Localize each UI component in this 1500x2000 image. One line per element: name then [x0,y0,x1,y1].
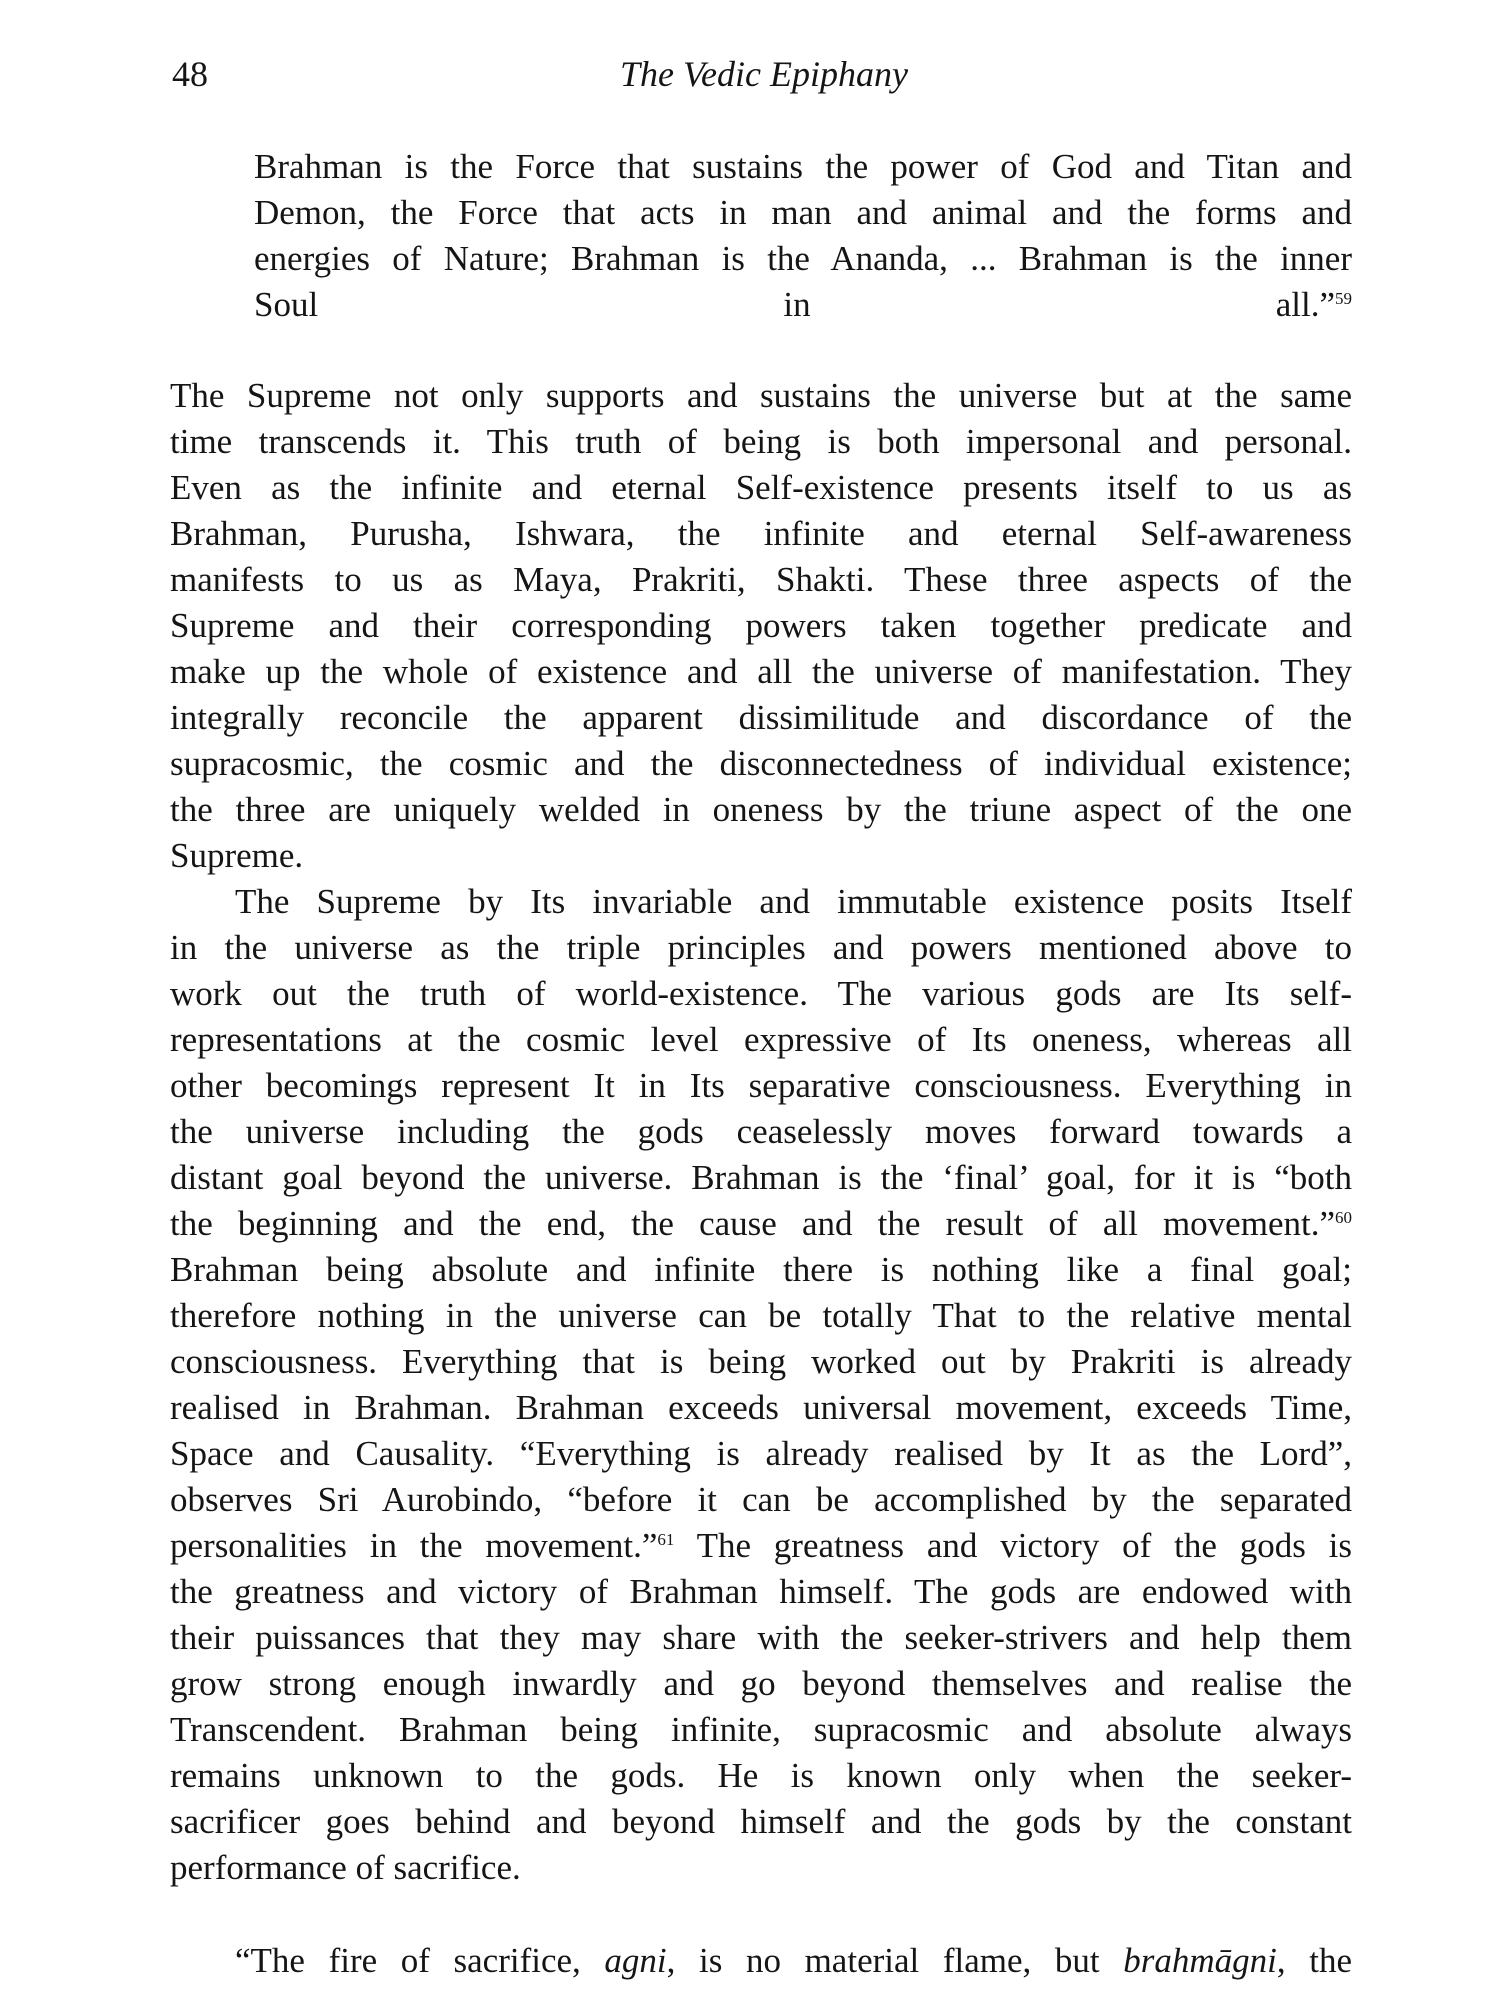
text-line [170,971,1352,1017]
text-line [170,879,1352,925]
text-line [170,1109,1352,1155]
text-line [170,1293,1352,1339]
text-line [170,1477,1352,1523]
text-run: , the [1276,1941,1352,1980]
text-line [170,787,1352,833]
text-line [170,1063,1352,1109]
page-number: 48 [172,54,208,94]
text-line [170,649,1352,695]
footnote-marker: 59 [1335,289,1352,308]
text-line [170,465,1352,511]
text-run: their puissances that they may share with the seeker-strivers and help them [170,1618,1352,1657]
text-line [170,1569,1352,1615]
text-line [170,511,1352,557]
text-line [170,1845,1352,1891]
text-line [170,1247,1352,1293]
text-run: Even as the infinite and eternal Self-existence presents itself to us as [170,468,1352,507]
text-line [254,190,1352,236]
text-run: other becomings represent It in Its separative consciousness. Everything in [170,1066,1352,1105]
text-line [170,419,1352,465]
text-run: grow strong enough inwardly and go beyond themselves and realise the [170,1664,1352,1703]
text-run: performance of sacrifice. [170,1848,521,1887]
text-run: supracosmic, the cosmic and the disconnectedness of individual existence; [170,744,1352,783]
text-line [170,1661,1352,1707]
block-quote [254,144,1352,328]
text-run: therefore nothing in the universe can be totally That to the relative mental [170,1296,1352,1335]
text-run: Space and Causality. “Everything is already realised by It as the Lord”, [170,1434,1352,1473]
text-line [170,603,1352,649]
text-run: The greatness and victory of the gods is [674,1526,1353,1565]
text-run: Brahman, Purusha, Ishwara, the infinite and eternal Self-awareness [170,514,1352,553]
text-run: make up the whole of existence and all the universe of manifestation. They [170,652,1352,691]
text-line [170,741,1352,787]
italic-term: brahmāgni [1123,1941,1277,1980]
text-run: in the universe as the triple principles and powers mentioned above to [170,928,1352,967]
text-run: the beginning and the end, the cause and the result of all movement.” [170,1204,1335,1243]
italic-term: agni [604,1941,667,1980]
text-run: Soul in all.” [254,285,1335,324]
text-line [170,1017,1352,1063]
text-run: work out the truth of world-existence. The various gods are Its self- [170,974,1352,1013]
text-run: The Supreme by Its invariable and immutable existence posits Itself [235,882,1352,921]
text-run: “The fire of sacrifice, [235,1941,605,1980]
text-line [170,373,1352,419]
text-run: Demon, the Force that acts in man and animal and the forms and [254,193,1352,232]
text-run: time transcends it. This truth of being is both impersonal and personal. [170,422,1352,461]
text-line [170,925,1352,971]
text-line [170,1707,1352,1753]
text-line [170,1523,1352,1569]
text-run: manifests to us as Maya, Prakriti, Shakti. These three aspects of the [170,560,1352,599]
text-line [170,1201,1352,1247]
text-line [170,1753,1352,1799]
text-run: Supreme and their corresponding powers taken together predicate and [170,606,1352,645]
text-line [170,1339,1352,1385]
text-run: Brahman is the Force that sustains the power of God and Titan and [254,147,1352,186]
text-run: remains unknown to the gods. He is known only when the seeker- [170,1756,1352,1795]
text-run: The Supreme not only supports and sustains the universe but at the same [170,376,1352,415]
text-run: realised in Brahman. Brahman exceeds universal movement, exceeds Time, [170,1388,1352,1427]
text-run: consciousness. Everything that is being worked out by Prakriti is already [170,1342,1352,1381]
text-run: observes Sri Aurobindo, “before it can be accomplished by the separated [170,1480,1352,1519]
text-line [254,144,1352,190]
text-run: Supreme. [170,836,304,875]
text-line [170,1385,1352,1431]
body-text [170,373,1352,1891]
text-run: personalities in the movement.” [170,1526,658,1565]
text-run: distant goal beyond the universe. Brahman is the ‘final’ goal, for it is “both [170,1158,1352,1197]
text-line [170,833,1352,879]
closing-quote-start [170,1938,1352,1984]
text-run: sacrificer goes behind and beyond himself and the gods by the constant [170,1802,1352,1841]
footnote-marker: 60 [1335,1208,1352,1227]
text-line [170,1799,1352,1845]
text-run: the universe including the gods ceaselessly moves forward towards a [170,1112,1352,1151]
text-run: energies of Nature; Brahman is the Ananda, ... Brahman is the inner [254,239,1352,278]
text-run: the greatness and victory of Brahman himself. The gods are endowed with [170,1572,1352,1611]
text-run: , is no material flame, but [666,1941,1124,1980]
text-line [254,236,1352,282]
text-line [170,695,1352,741]
running-title: The Vedic Epiphany [620,54,908,94]
text-line [170,1155,1352,1201]
text-run: integrally reconcile the apparent dissimilitude and discordance of the [170,698,1352,737]
text-line [170,557,1352,603]
footnote-marker: 61 [657,1530,675,1549]
text-run: representations at the cosmic level expressive of Its oneness, whereas all [170,1020,1352,1059]
text-line [170,1431,1352,1477]
text-line [254,282,1352,328]
text-run: Brahman being absolute and infinite there is nothing like a final goal; [170,1250,1352,1289]
text-line [170,1615,1352,1661]
text-run: the three are uniquely welded in oneness by the triune aspect of the one [170,790,1352,829]
text-line [170,1938,1352,1984]
text-run: Transcendent. Brahman being infinite, supracosmic and absolute always [170,1710,1352,1749]
